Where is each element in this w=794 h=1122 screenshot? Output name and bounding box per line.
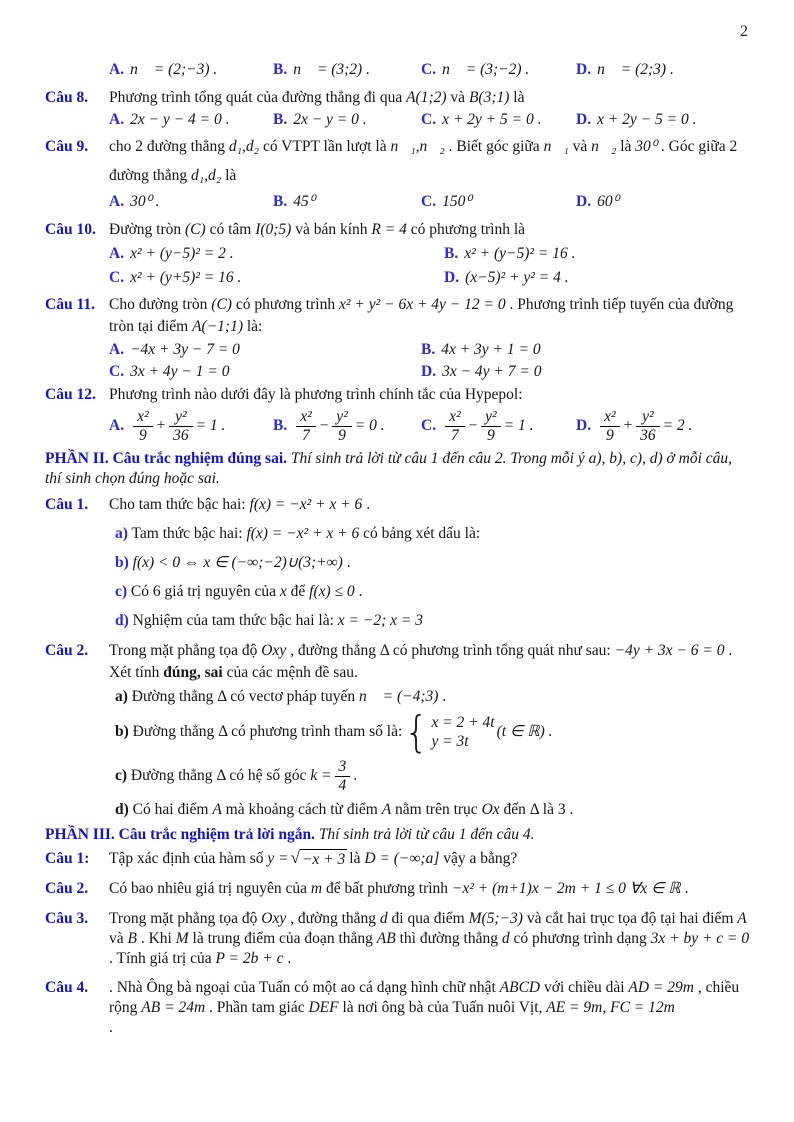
option-letter: B. bbox=[273, 192, 288, 210]
option-text: n⃗ = (3;−2) . bbox=[442, 61, 530, 78]
statement-c-text: c) Đường thẳng Δ có hệ số góc k = bbox=[115, 766, 332, 784]
option-text: 3x + 4y − 1 = 0 bbox=[130, 362, 230, 380]
option-a bbox=[109, 110, 273, 130]
option-letter: B. bbox=[273, 61, 288, 78]
option-letter: B. bbox=[273, 417, 288, 435]
option-c bbox=[109, 268, 444, 288]
option-text: 4x + 3y + 1 = 0 bbox=[441, 340, 541, 358]
numerator: y² bbox=[332, 408, 352, 427]
question-label: Câu 11. bbox=[45, 296, 95, 314]
fraction bbox=[332, 408, 352, 445]
question-8 bbox=[45, 88, 755, 108]
part3-question-4 bbox=[45, 978, 755, 1018]
part2-question-1 bbox=[45, 495, 755, 515]
fraction bbox=[169, 408, 193, 445]
question-stem-line2: đường thẳng d₁,d₂ là bbox=[109, 166, 237, 184]
question-label: Câu 9. bbox=[45, 138, 89, 156]
question-8-options bbox=[109, 110, 755, 130]
option-letter: C. bbox=[109, 269, 125, 287]
option-text: (x−5)² + y² = 4 . bbox=[465, 269, 569, 287]
option-letter: C. bbox=[421, 111, 437, 129]
question-label: Câu 1: bbox=[45, 849, 90, 867]
option-text: 60⁰ bbox=[597, 192, 619, 210]
option-letter: D. bbox=[576, 61, 592, 78]
fraction bbox=[636, 408, 660, 445]
question-10-options-row1 bbox=[109, 244, 755, 264]
question-label: Câu 3. bbox=[45, 910, 89, 928]
fraction bbox=[296, 408, 316, 445]
question-stem: Cho tam thức bậc hai: f(x) = −x² + x + 6 . bbox=[109, 495, 371, 513]
denominator: 9 bbox=[338, 426, 346, 444]
option-letter: C. bbox=[109, 362, 125, 380]
option-text: 3x − 4y + 7 = 0 bbox=[442, 362, 542, 380]
option-letter: B. bbox=[444, 244, 459, 262]
option-letter: A. bbox=[109, 61, 125, 78]
option-letter: A. bbox=[109, 417, 125, 435]
question-12-options bbox=[109, 408, 755, 445]
statement-d: d) Nghiệm của tam thức bậc hai là: x = −2; x = 3 bbox=[115, 612, 423, 630]
option-d bbox=[576, 192, 755, 212]
option-letter: D. bbox=[444, 269, 460, 287]
part3-question-3 bbox=[45, 909, 755, 969]
fraction bbox=[481, 408, 501, 445]
question-11-options-row2 bbox=[109, 362, 755, 382]
system-line1: x = 2 + 4t bbox=[431, 714, 495, 731]
statement-b bbox=[115, 707, 755, 758]
part3-header: PHẦN III. Câu trắc nghiệm trả lời ngắn. Thí sinh trả lời từ câu 1 đến câu 4. bbox=[45, 825, 535, 843]
question-stem-line1: Trong mặt phẳng tọa độ Oxy , đường thẳng Δ có phương trình tổng quát như sau: −4y + 3x − 6 = 0 . bbox=[109, 641, 733, 659]
question-11 bbox=[45, 295, 755, 315]
radicand: −x + 3 bbox=[301, 850, 346, 868]
denominator: 7 bbox=[450, 426, 459, 444]
question-stem-line1: cho 2 đường thẳng d₁,d₂ có VTPT lần lượt là n⃗₁,n⃗₂ . Biết góc giữa n⃗₁ và n⃗₂ là 30⁰ . Góc giữa 2 bbox=[109, 138, 738, 156]
option-d bbox=[444, 268, 755, 288]
question-stem: Phương trình nào dưới đây là phương trình chính tắc của Hypepol: bbox=[109, 385, 523, 403]
question-12 bbox=[45, 385, 755, 405]
option-text: n⃗ = (2;−3) . bbox=[130, 61, 218, 78]
denominator: 36 bbox=[640, 426, 656, 444]
operator: + bbox=[155, 417, 167, 435]
denominator: 9 bbox=[605, 426, 614, 444]
system-line2: y = 3t bbox=[431, 733, 469, 751]
numerator: x² bbox=[600, 408, 620, 427]
statement-d: d) Có hai điểm A mà khoảng cách từ điểm A nằm trên trục Ox đến Δ là 3 . bbox=[115, 801, 574, 819]
question-10-options-row2 bbox=[109, 268, 755, 288]
statement-c bbox=[115, 758, 755, 795]
question-label: Câu 8. bbox=[45, 89, 89, 107]
option-letter: B. bbox=[421, 340, 436, 358]
trailing-period: . bbox=[109, 1018, 113, 1036]
question-stem-line2: tròn tại điểm A(−1;1) là: bbox=[109, 318, 263, 336]
denominator: 36 bbox=[173, 426, 189, 444]
option-text: x² + (y+5)² = 16 . bbox=[130, 269, 242, 287]
question-stem: Đường tròn (C) có tâm I(0;5) và bán kính R = 4 có phương trình là bbox=[109, 220, 526, 238]
page-content bbox=[45, 60, 755, 1038]
option-letter: A. bbox=[109, 111, 125, 129]
equals: = 1 . bbox=[195, 417, 226, 435]
question-11-options-row1 bbox=[109, 340, 755, 360]
option-a bbox=[109, 408, 273, 445]
brace-glyph: { bbox=[404, 707, 429, 758]
option-letter: C. bbox=[421, 417, 437, 435]
option-text: n⃗ = (2;3) . bbox=[597, 61, 674, 78]
option-c bbox=[421, 408, 576, 445]
option-text: −4x + 3y − 7 = 0 bbox=[130, 340, 240, 358]
option-b bbox=[273, 192, 421, 212]
question-stem: Trong mặt phẳng tọa độ Oxy , đường thẳng d đi qua điểm M(5;−3) và cắt hai trục tọa độ tại hai điểm A và B . Khi M là trung điểm của đoạn thẳng AB thì đường thẳng d có phương trình dạng 3x + by + c = 0 . Tính giá trị của P = 2b + c . bbox=[109, 910, 750, 968]
statement-c: c) Có 6 giá trị nguyên của x để f(x) ≤ 0 . bbox=[115, 583, 363, 601]
option-d bbox=[421, 362, 755, 382]
page-number: 2 bbox=[740, 23, 748, 40]
question-label: Câu 1. bbox=[45, 495, 89, 513]
option-a bbox=[109, 60, 273, 80]
statement-b-text: b) Đường thẳng Δ có phương trình tham số là: bbox=[115, 723, 403, 741]
part3-question-2 bbox=[45, 879, 755, 899]
equals: = 0 . bbox=[354, 417, 385, 435]
fraction bbox=[600, 408, 620, 445]
period: . bbox=[353, 766, 358, 784]
statement-b: b) f(x) < 0 ⇔ x ∈ (−∞;−2)∪(3;+∞) . bbox=[115, 554, 351, 572]
part2-header-line2: thí sinh chọn đúng hoặc sai. bbox=[45, 469, 220, 487]
fraction bbox=[335, 758, 351, 795]
option-a bbox=[109, 192, 273, 212]
option-text: 45⁰ bbox=[293, 192, 315, 210]
numerator: y² bbox=[481, 408, 501, 427]
question-stem: . Nhà Ông bà ngoại của Tuấn có một ao cá dạng hình chữ nhật ABCD với chiều dài AD = 29m , chiều rộng AB = 24m . Phần tam giác DEF là nơi ông bà của Tuấn nuôi Vịt, AE = 9m, FC = 12m bbox=[109, 978, 740, 1016]
option-b bbox=[421, 340, 755, 360]
question-stem-line2: Xét tính đúng, sai của các mệnh đề sau. bbox=[109, 663, 358, 681]
system-lines bbox=[431, 713, 494, 752]
operator: + bbox=[622, 417, 634, 435]
operator: − bbox=[318, 417, 330, 435]
option-c bbox=[421, 60, 576, 80]
option-text: x + 2y + 5 = 0 . bbox=[442, 111, 542, 129]
option-letter: D. bbox=[576, 192, 592, 210]
system-domain: (t ∈ ℝ) . bbox=[496, 723, 553, 741]
radical-glyph: √ bbox=[290, 847, 300, 867]
option-b bbox=[273, 60, 421, 80]
numerator: y² bbox=[636, 408, 660, 427]
question-label: Câu 12. bbox=[45, 385, 96, 403]
numerator: x² bbox=[133, 408, 153, 427]
option-b bbox=[444, 244, 755, 264]
question-9 bbox=[45, 137, 755, 157]
option-letter: C. bbox=[421, 61, 437, 78]
equals: = 2 . bbox=[662, 417, 693, 435]
question-stem-line1: Cho đường tròn (C) có phương trình x² + y² − 6x + 4y − 12 = 0 . Phương trình tiếp tuyến của đường bbox=[109, 296, 734, 314]
numerator: x² bbox=[296, 408, 316, 427]
option-text: x + 2y − 5 = 0 . bbox=[597, 111, 697, 129]
question-stem: Có bao nhiêu giá trị nguyên của m để bất phương trình −x² + (m+1)x − 2m + 1 ≤ 0 ∀x ∈ ℝ . bbox=[109, 880, 689, 898]
question-7-options bbox=[109, 60, 755, 80]
option-d bbox=[576, 110, 755, 130]
numerator: 3 bbox=[335, 758, 351, 777]
question-stem: Phương trình tổng quát của đường thẳng đi qua A(1;2) và B(3;1) là bbox=[109, 89, 525, 107]
part3-question-1 bbox=[45, 849, 755, 869]
option-letter: D. bbox=[576, 111, 592, 129]
fraction bbox=[445, 408, 465, 445]
option-a bbox=[109, 244, 444, 264]
option-text: 30⁰ . bbox=[130, 192, 160, 210]
square-root bbox=[291, 849, 348, 869]
question-9-options bbox=[109, 192, 755, 212]
denominator: 7 bbox=[302, 426, 310, 444]
question-stem-post: là D = (−∞;a] vậy a bằng? bbox=[349, 849, 518, 867]
option-b bbox=[273, 110, 421, 130]
option-text: 150⁰ bbox=[442, 192, 472, 210]
option-letter: A. bbox=[109, 244, 125, 262]
statement-a: a) Tam thức bậc hai: f(x) = −x² + x + 6 có bảng xét dấu là: bbox=[115, 525, 481, 543]
statement-a: a) Đường thẳng Δ có vectơ pháp tuyến n⃗ = (−4;3) . bbox=[115, 687, 447, 705]
option-letter: D. bbox=[421, 362, 437, 380]
option-d bbox=[576, 60, 755, 80]
question-label: Câu 4. bbox=[45, 978, 89, 996]
question-10 bbox=[45, 220, 755, 240]
denominator: 9 bbox=[486, 426, 495, 444]
option-text: x² + (y−5)² = 16 . bbox=[464, 244, 576, 262]
option-letter: D. bbox=[576, 417, 592, 435]
option-c bbox=[421, 110, 576, 130]
option-letter: A. bbox=[109, 340, 125, 358]
option-d bbox=[576, 408, 755, 445]
parametric-system bbox=[404, 707, 495, 758]
option-text: 2x − y = 0 . bbox=[293, 111, 367, 129]
fraction bbox=[133, 408, 153, 445]
question-label: Câu 2. bbox=[45, 641, 89, 659]
part2-question-2 bbox=[45, 641, 755, 661]
option-b bbox=[273, 408, 421, 445]
numerator: y² bbox=[169, 408, 193, 427]
question-label: Câu 2. bbox=[45, 880, 89, 898]
question-label: Câu 10. bbox=[45, 220, 96, 238]
option-letter: A. bbox=[109, 192, 125, 210]
option-letter: C. bbox=[421, 192, 437, 210]
option-c bbox=[421, 192, 576, 212]
operator: − bbox=[467, 417, 479, 435]
part2-header-line1: PHẦN II. Câu trắc nghiệm đúng sai. Thí sinh trả lời từ câu 1 đến câu 2. Trong mỗi ý a), b), c), d) ở mỗi câu, bbox=[45, 449, 733, 467]
numerator: x² bbox=[445, 408, 465, 427]
option-text: x² + (y−5)² = 2 . bbox=[130, 244, 234, 262]
option-text: n⃗ = (3;2) . bbox=[293, 61, 370, 78]
option-letter: B. bbox=[273, 111, 288, 129]
denominator: 4 bbox=[338, 776, 347, 794]
option-text: 2x − y − 4 = 0 . bbox=[130, 111, 230, 129]
option-c bbox=[109, 362, 421, 382]
option-a bbox=[109, 340, 421, 360]
equals: = 1 . bbox=[503, 417, 534, 435]
denominator: 9 bbox=[138, 426, 147, 444]
question-stem-pre: Tập xác định của hàm số y = bbox=[109, 849, 289, 867]
